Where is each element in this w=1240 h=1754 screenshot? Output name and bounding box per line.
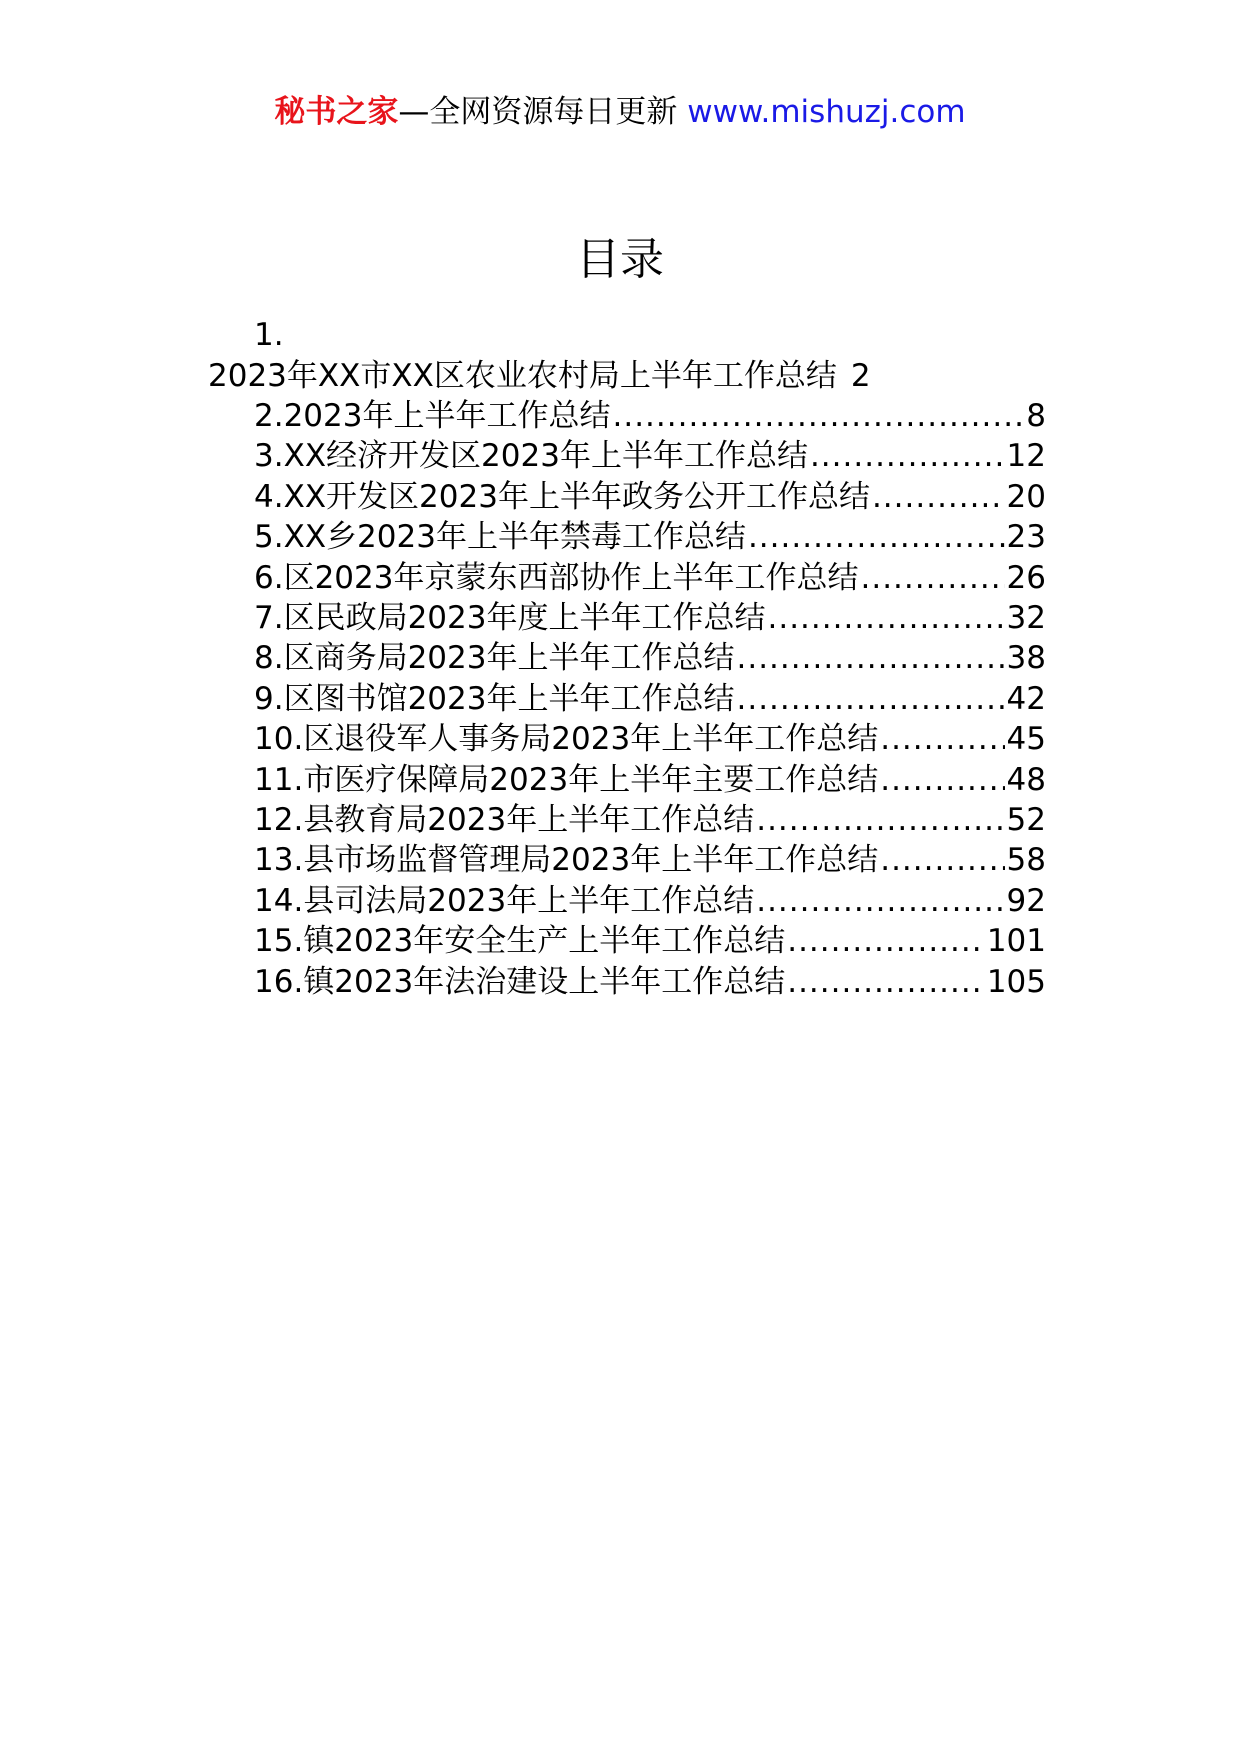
toc-item-text: 区民政局2023年度上半年工作总结 — [283, 600, 766, 636]
toc-item-page: 58 — [1006, 842, 1046, 878]
toc-dot-leader — [767, 598, 1004, 638]
toc-item-text: 镇2023年安全生产上半年工作总结 — [303, 923, 786, 959]
toc-item-page: 32 — [1006, 600, 1046, 636]
toc-item[interactable] — [254, 517, 1046, 557]
toc-dot-leader — [810, 436, 1005, 476]
header-url-link[interactable]: www.mishuzj.com — [687, 94, 966, 130]
toc-item-1[interactable] — [208, 356, 871, 396]
toc-dot-leader — [736, 679, 1004, 719]
toc-dot-leader — [748, 517, 1005, 557]
toc-item[interactable] — [254, 477, 1046, 517]
toc-item-text: 区退役军人事务局2023年上半年工作总结 — [303, 721, 879, 757]
toc-dot-leader — [736, 638, 1004, 678]
toc-dot-leader — [756, 800, 1004, 840]
toc-item[interactable] — [254, 962, 1046, 1002]
toc-item-page: 42 — [1006, 681, 1046, 717]
toc-item-page: 26 — [1006, 560, 1046, 596]
toc-item-page: 48 — [1006, 762, 1046, 798]
toc-dot-leader — [787, 921, 985, 961]
toc-item-text: 2023年上半年工作总结 — [283, 398, 611, 434]
toc-item-page: 8 — [1026, 398, 1046, 434]
toc-item-page: 101 — [986, 923, 1046, 959]
toc-dot-leader — [880, 840, 1004, 880]
toc-item[interactable] — [254, 881, 1046, 921]
brand-name: 秘书之家 — [274, 94, 399, 130]
toc-item-page: 38 — [1006, 640, 1046, 676]
toc-item-page: 105 — [986, 964, 1046, 1000]
toc-item-text: XX开发区2023年上半年政务公开工作总结 — [283, 479, 870, 515]
toc-dot-leader — [872, 477, 1005, 517]
toc-item-page: 12 — [1006, 438, 1046, 474]
toc-dot-leader — [860, 558, 1004, 598]
toc-item-number: 8. — [254, 640, 284, 676]
toc-dot-leader — [880, 760, 1004, 800]
toc-item-number: 11. — [254, 762, 304, 798]
toc-item-number: 16. — [254, 964, 304, 1000]
toc-dot-leader — [787, 962, 985, 1002]
page-title: 目录 — [576, 234, 664, 285]
toc-item[interactable] — [254, 396, 1046, 436]
toc-item-page: 2 — [850, 358, 871, 394]
toc-item-text: 市医疗保障局2023年上半年主要工作总结 — [303, 762, 879, 798]
header-slogan: —全网资源每日更新 — [398, 94, 688, 130]
toc-item-page: 45 — [1006, 721, 1046, 757]
toc-item-text: 区图书馆2023年上半年工作总结 — [283, 681, 735, 717]
toc-item-number: 2. — [254, 398, 284, 434]
toc-item-number: 15. — [254, 923, 304, 959]
toc-item[interactable] — [254, 558, 1046, 598]
toc-item-page: 92 — [1006, 883, 1046, 919]
toc-item[interactable] — [254, 598, 1046, 638]
toc-item-number: 13. — [254, 842, 304, 878]
toc-item-text: 镇2023年法治建设上半年工作总结 — [303, 964, 786, 1000]
toc-item[interactable] — [254, 638, 1046, 678]
toc-item-text: 县司法局2023年上半年工作总结 — [303, 883, 755, 919]
toc-item-number: 6. — [254, 560, 284, 596]
toc-item[interactable] — [254, 436, 1046, 476]
toc-item[interactable] — [254, 719, 1046, 759]
toc-dot-leader — [880, 719, 1004, 759]
toc-item-page: 52 — [1006, 802, 1046, 838]
toc-item[interactable] — [254, 840, 1046, 880]
toc-item-text: XX乡2023年上半年禁毒工作总结 — [283, 519, 746, 555]
page-header — [0, 92, 1240, 132]
toc-item-number: 14. — [254, 883, 304, 919]
toc-item[interactable] — [254, 679, 1046, 719]
toc-item[interactable] — [254, 800, 1046, 840]
toc-item-page: 23 — [1006, 519, 1046, 555]
toc-item[interactable] — [254, 921, 1046, 961]
toc-item-text: 2023年XX市XX区农业农村局上半年工作总结 — [208, 358, 837, 394]
toc-dot-leader — [756, 881, 1004, 921]
toc-dot-leader — [612, 396, 1024, 436]
toc-item-text: 县教育局2023年上半年工作总结 — [303, 802, 755, 838]
toc-item-number: 12. — [254, 802, 304, 838]
toc-item-text: 县市场监督管理局2023年上半年工作总结 — [303, 842, 879, 878]
toc-item[interactable] — [254, 760, 1046, 800]
toc-item-number: 7. — [254, 600, 284, 636]
toc-item-number: 10. — [254, 721, 304, 757]
toc-item-number: 5. — [254, 519, 284, 555]
toc-item-text: 区2023年京蒙东西部协作上半年工作总结 — [283, 560, 859, 596]
toc-item-text: XX经济开发区2023年上半年工作总结 — [283, 438, 808, 474]
toc-item-1-number: 1. — [254, 317, 284, 353]
toc-item-page: 20 — [1006, 479, 1046, 515]
toc-item-text: 区商务局2023年上半年工作总结 — [283, 640, 735, 676]
toc-item-number: 4. — [254, 479, 284, 515]
toc-item-number: 9. — [254, 681, 284, 717]
toc-item-number: 3. — [254, 438, 284, 474]
